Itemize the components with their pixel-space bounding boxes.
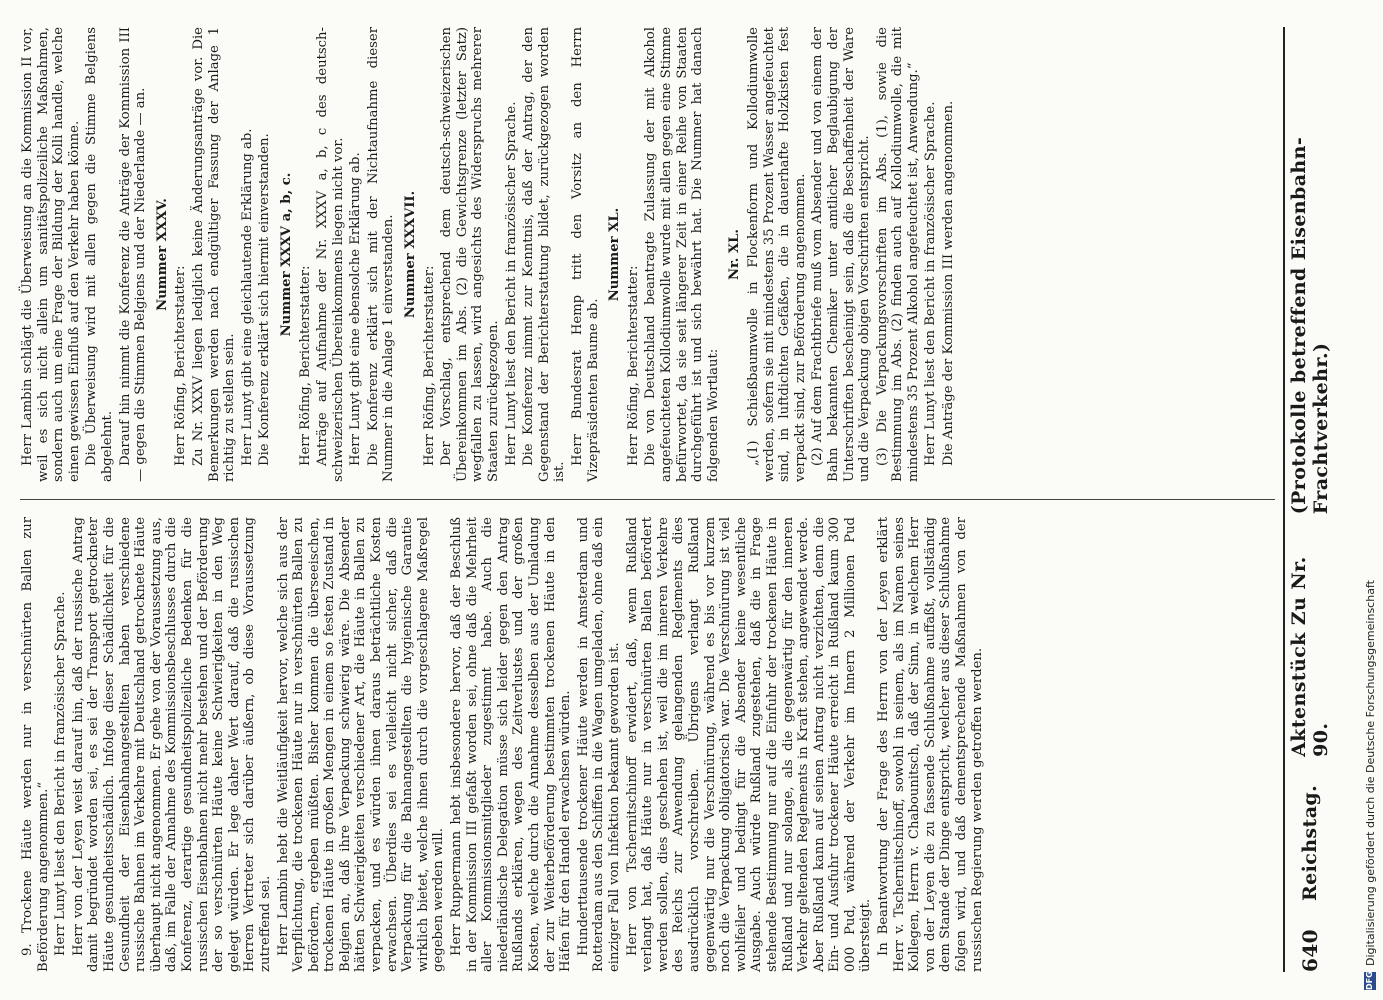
paragraph: Die von Deutschland beantragte Zulassung der mit Alkohol angefeuchteten Kollodiumwolle wurde mit allen gegen eine Stimme befürwortet, da sie seit längerer Zeit in einer Reihe von Staaten durchgeführt ist und sich bewährt hat. Die Nummer hat danach folgenden Wortlaut: xyxy=(643,27,721,482)
paragraph: Herr Lunyt liest den Bericht in französischer Sprache. xyxy=(923,101,939,466)
paragraph: Anträge auf Aufnahme der Nr. XXXV a, b, c des deutsch-schweizerischen Übereinkommens liegen nicht vor. xyxy=(315,27,346,482)
section-heading: Nummer XXXVII. xyxy=(403,190,419,319)
credit-text: Digitalisierung gefördert durch die Deutsche Forschungsgemeinschaft xyxy=(1363,580,1377,966)
paragraph: Hunderttausende trockener Häute werden in Amsterdam und Rotterdam aus den Schiffen in die Wagen umgeladen, ohne daß ein einziger Fall von Infektion bekannt geworden ist. xyxy=(575,517,622,972)
paragraph: In Beantwortung der Frage des Herrn von der Leyen erklärt Herr v. Tschernitschinoff, sowohl in seinem, als im Namen seines Kollegen, Herrn v. Chabounitsch, daß der Sinn, in welchem Herr von der Leyen die zu fassende Schlußnahme auffaßt, vollständig dem Stande der Dinge entspricht, welcher aus dieser Schlußnahme folgen wird, und daß dementsprechende Maßnahmen von der russischen Regierung werden getroffen werden. xyxy=(876,517,985,972)
paragraph: (2) Auf dem Frachtbriefe muß vom Absender und von einem der Bahn bekannten Chemiker unter amtlicher Beglaubigung der Unterschriften bescheinigt sein, daß die Beschaffenheit der Ware und die Verpackung obigen Vorschriften entspricht. xyxy=(810,27,873,482)
column-divider xyxy=(20,499,1275,500)
paragraph: Die Konferenz erklärt sich hiermit einverstanden. xyxy=(257,133,273,466)
section-heading: Nummer XL. xyxy=(607,207,623,302)
paragraph: Zu Nr. XXXV liegen lediglich keine Änderungsanträge vor. Die Bemerkungen werden nach endgültiger Fassung der Anlage 1 richtig zu stellen sein. xyxy=(190,27,238,482)
paragraph: Die Überweisung wird mit allen gegen die Stimme Belgiens abgelehnt. xyxy=(84,27,115,482)
page-header xyxy=(1290,27,1330,972)
header-rule xyxy=(1283,27,1285,972)
paragraph: Herr von Tschernitschinoff erwidert, daß, wenn Rußland verlangt hat, daß Häute nur in verschnürten Ballen befördert werden sollen, dies geschehen ist, weil die im inneren Verkehre des Reichs zur Anwendung gelangenden Reglements dies ausdrücklich vorschreiben. Übrigens verlangt Rußland gegenwärtig nur die Verschnürung, während es bis vor kurzem noch die Verpackung obligatorisch war. Die Verschnürung ist viel wohlfeiler und bedingt für die Absender keine wesentliche Ausgabe. Auch würde Rußland zugestehen, daß die in Frage stehende Bestimmung nur auf die Einfuhr der trockenen Häute in Rußland und nur solange, als die gegenwärtig für den inneren Verkehr geltenden Reglements in Kraft stehen, angewendet werde. Aber Rußland kann auf seinen Antrag nicht verzichten, denn die Ein- und Ausfuhr trockener Häute erreicht in Rußland kaum 300 000 Pud, während der Verkehr im Innern 2 Millionen Pud übersteigt. xyxy=(624,517,874,972)
paragraph: Herr Lambin hebt die Weitläufigkeit hervor, welche sich aus der Verpflichtung, die trockenen Häute nur in verschnürten Ballen zu befördern, ergeben müßten. Bisher kommen die überseeischen, trockenen Häute in großen Mengen in einem so festen Zustand in Belgien an, daß ihre Verpackung schwierig wäre. Die Absender hätten Schwierigkeiten verschiedener Art, die Häute in Ballen zu verpacken, und es würden ihnen daraus beträchtliche Kosten erwachsen. Überdies sei es vielleicht nicht sicher, daß die Verpackung für die Bahnangestellten die hygienische Garantie wirklich bietet, welche ihnen durch die vorgeschlagene Maßregel gegeben werden will. xyxy=(275,517,447,972)
section-heading: Nr. XL. xyxy=(727,228,743,281)
page-number: 640 xyxy=(1298,929,1322,972)
paragraph: Herr Röfing, Berichterstatter: xyxy=(625,265,641,466)
paragraph: Herr Lunyt liest den Bericht in französischer Sprache. xyxy=(503,101,519,466)
paragraph: Die Konferenz erklärt sich mit der Nichtaufnahme dieser Nummer in die Anlage 1 einverstanden. xyxy=(365,27,397,482)
left-column xyxy=(20,517,1275,972)
paragraph: Die Konferenz nimmt zur Kenntnis, daß der Antrag, der den Gegenstand der Berichterstattung bildet, zurückgezogen worden ist. xyxy=(521,27,568,482)
section-heading: Nummer XXXV a, b, c. xyxy=(278,172,294,337)
paragraph: Herr Lunyt gibt eine ebensolche Erklärung ab. xyxy=(348,152,364,466)
right-column xyxy=(20,27,1275,482)
paragraph: (3) Die Verpackungsvorschriften im Abs. (1), sowie die Bestimmung im Abs. (2) finden auch auf Kollodiumwolle, die mit mindestens 35 Prozent Alkohol angefeuchtet ist, Anwendung.“ xyxy=(874,27,921,482)
paragraph: Die Anträge der Kommission III werden angenommen. xyxy=(941,100,957,466)
dfg-logo-icon: DFG xyxy=(1365,971,1374,990)
paragraph: Darauf hin nimmt die Konferenz die Anträge der Kommission III — gegen die Stimmen Belgiens und der Niederlande — an. xyxy=(117,27,149,482)
paragraph: 9. Trockene Häute werden nur in verschnürten Ballen zur Beförderung angenommen.“ xyxy=(20,517,51,972)
paragraph: Herr Lunyt gibt eine gleichlautende Erklärung ab. xyxy=(239,128,255,466)
paragraph: „(1) Schießbaumwolle in Flockenform und Kollodiumwolle werden, sofern sie mit mindestens 35 Prozent Wasser angefeuchtet sind, in luftdichten Gefäßen, die in dauerhafte Holzkisten fest verpackt sind, zur Beförderung angenommen. xyxy=(745,27,808,482)
header-title-right: (Protokolle betreffend Eisenbahn-Frachtverkehr.) xyxy=(1288,136,1332,515)
paragraph: Herr Ruppermann hebt insbesondere hervor, daß der Beschluß in der Kommission III gefaßt worden sei, ohne daß die Mehrheit aller Kommissionsmitglieder zugestimmt habe. Auch die niederländische Delegation müsse sich leider gegen den Antrag Rußlands erklären, wegen des Zeitverlustes und der großen Kosten, welche durch die Annahme desselben aus der Umladung der zur Weiterbeförderung bestimmten trockenen Häute in den Häfen für den Handel erwachsen würden. xyxy=(449,517,574,972)
paragraph: Herr von der Leyen weist darauf hin, daß der russische Antrag damit begründet worden sei, es sei der Transport getrockneter Häute gesundheitsschädlich. Infolge dieser Schädlichkeit für die Gesundheit der Eisenbahnangestellten haben verschiedene russische Bahnen im Verkehre mit Deutschland getrocknete Häute überhaupt nicht angenommen. Er gehe von der Voraussetzung aus, daß, im Falle der Annahme des Kommissionsbeschlusses durch die Konferenz, derartige gesundheitspolizeiliche Bedenken für die russischen Eisenbahnen nicht mehr bestehen und der Beförderung der so verschnürten Häute keine Schwierigkeiten in den Weg gelegt würden. Er lege daher Wert darauf, daß die russischen Herren Vertreter sich darüber äußern, ob diese Voraussetzung zutreffend sei. xyxy=(70,517,273,972)
section-heading: Nummer XXXV. xyxy=(154,198,170,311)
header-title-mid: Aktenstück Zu Nr. 90. xyxy=(1288,556,1332,757)
digitization-credit xyxy=(1360,0,1380,990)
header-title-left: Reichstag. xyxy=(1299,784,1321,902)
paragraph: Herr Lunyt liest den Bericht in französischer Sprache. xyxy=(53,591,69,956)
paragraph: Herr Lambin schlägt die Überweisung an die Kommission II vor, weil es sich nicht allein um sanitätspolizeiliche Maßnahmen, sondern auch um eine Frage der Bildung der Kolli handle, welche einen gewissen Einfluß auf den Verkehr haben könne. xyxy=(20,27,82,482)
paragraph: Herr Röfing, Berichterstatter: xyxy=(173,265,189,466)
paragraph: Herr Bundesrat Hemp tritt den Vorsitz an den Herrn Vizepräsidenten Baume ab. xyxy=(570,27,601,482)
paragraph: Der Vorschlag, entsprechend dem deutsch-schweizerischen Übereinkommen im Abs. (2) die Gewichtsgrenze (letzter Satz) wegfallen zu lassen, wird angesichts des Widerspruchs mehrerer Staaten zurückgezogen. xyxy=(439,27,502,482)
paragraph: Herr Röfing, Berichterstatter: xyxy=(421,265,437,466)
paragraph: Herr Röfing, Berichterstatter: xyxy=(297,265,313,466)
